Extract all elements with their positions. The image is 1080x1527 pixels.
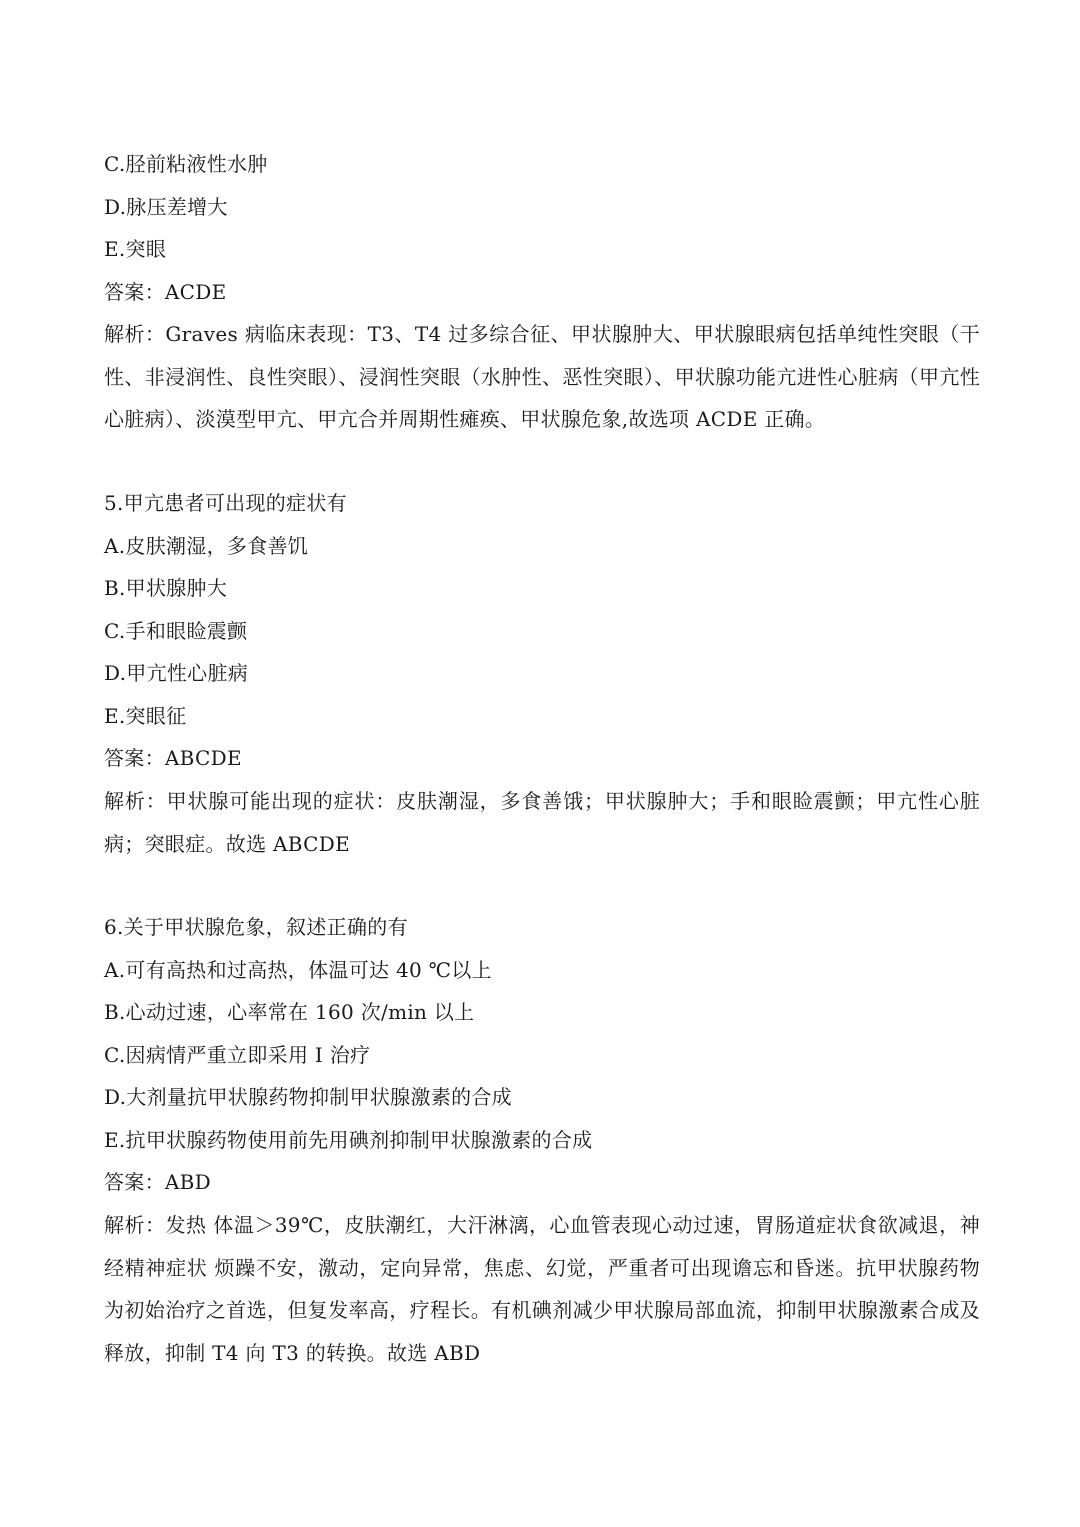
q5-answer: 答案：ABCDE	[104, 746, 242, 770]
q4-option-d: D.脉压差增大	[104, 195, 228, 219]
q6-analysis: 解析：发热 体温＞39℃，皮肤潮红，大汗淋漓，心血管表现心动过速，胃肠道症状食欲减退，神经精神症状 烦躁不安，激动，定向异常，焦虑、幻觉，严重者可出现谵忘和昏迷。抗甲状腺药物为初始治疗之首选，但复发率高，疗程长。有机碘剂减少甲状腺局部血流，抑制甲状腺激素合成及释放，抑制 T4 向 T3 的转换。故选 ABD	[104, 1213, 980, 1365]
q6-option-b: B.心动过速，心率常在 160 次/min 以上	[104, 1000, 475, 1024]
q6-option-d: D.大剂量抗甲状腺药物抑制甲状腺激素的合成	[104, 1085, 512, 1109]
q6-answer: 答案：ABD	[104, 1170, 211, 1194]
q5-option-a: A.皮肤潮湿，多食善饥	[104, 534, 309, 558]
q5-option-c: C.手和眼睑震颤	[104, 619, 248, 643]
q6-option-a: A.可有高热和过高热，体温可达 40 ℃以上	[104, 958, 492, 982]
q5-option-d: D.甲亢性心脏病	[104, 661, 249, 685]
q5-question: 5.甲亢患者可出现的症状有	[104, 491, 347, 515]
q4-option-e: E.突眼	[104, 237, 167, 261]
q4-analysis: 解析：Graves 病临床表现：T3、T4 过多综合征、甲状腺肿大、甲状腺眼病包括单纯性突眼（干性、非浸润性、良性突眼）、浸润性突眼（水肿性、恶性突眼）、甲状腺功能亢进性心脏病（甲亢性心脏病）、淡漠型甲亢、甲亢合并周期性瘫痪、甲状腺危象,故选项 ACDE 正确。	[104, 322, 980, 431]
q5-option-b: B.甲状腺肿大	[104, 576, 228, 600]
q6-question: 6.关于甲状腺危象，叙述正确的有	[104, 915, 408, 939]
q4-option-c: C.胫前粘液性水肿	[104, 152, 268, 176]
q4-answer: 答案：ACDE	[104, 280, 227, 304]
q5-analysis: 解析：甲状腺可能出现的症状：皮肤潮湿，多食善饿；甲状腺肿大；手和眼睑震颤；甲亢性心脏病；突眼症。故选 ABCDE	[104, 789, 980, 856]
q6-option-c: C.因病情严重立即采用 I 治疗	[104, 1043, 371, 1067]
q5-option-e: E.突眼征	[104, 704, 187, 728]
q6-option-e: E.抗甲状腺药物使用前先用碘剂抑制甲状腺激素的合成	[104, 1128, 593, 1152]
